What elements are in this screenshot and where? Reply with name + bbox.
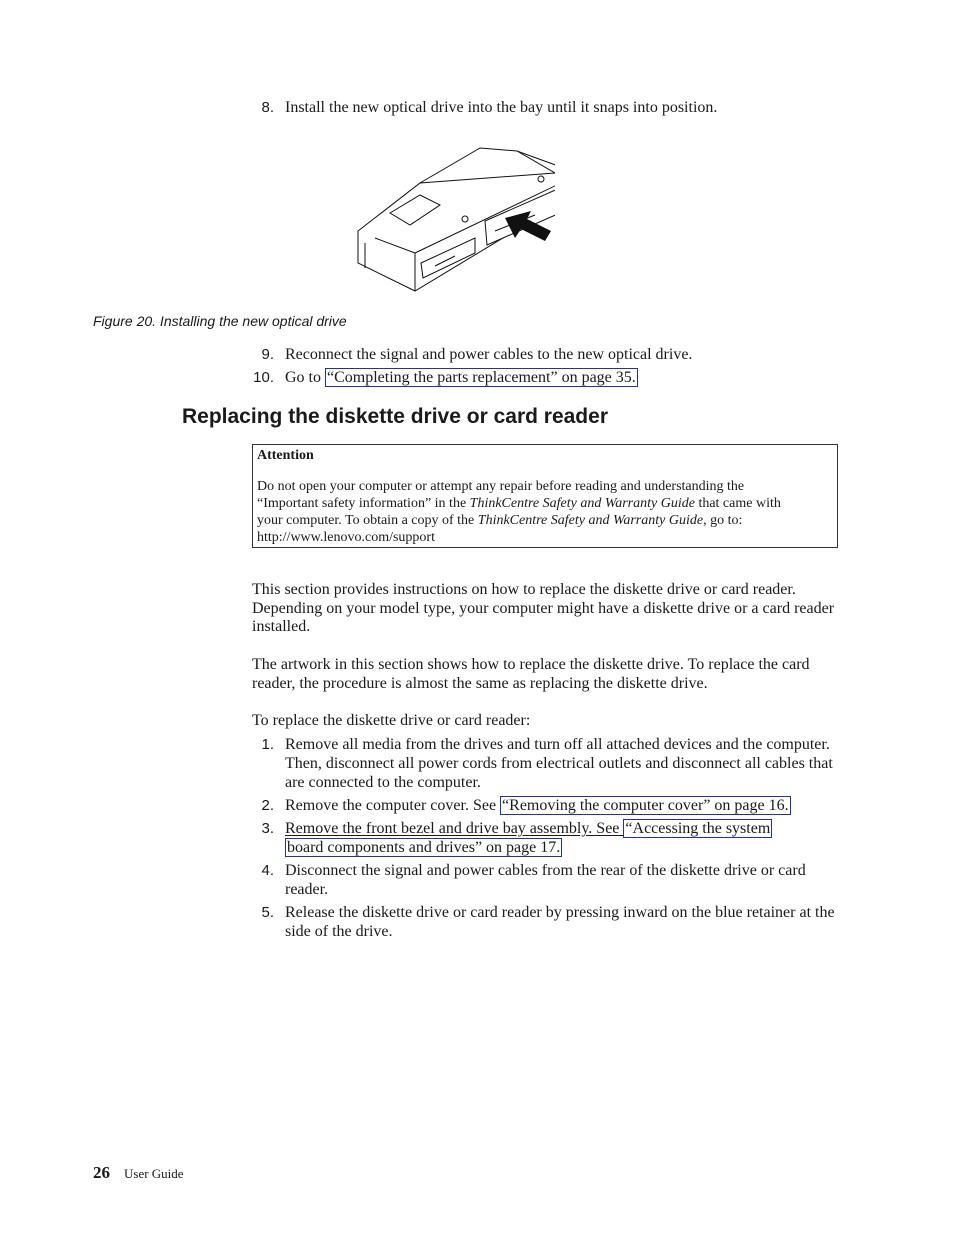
step-text: Disconnect the signal and power cables from the rear of the diskette drive or card reader. [285,862,806,898]
step-number: 10. [253,369,274,386]
step-number: 4. [261,862,274,879]
section-title: Replacing the diskette drive or card reader [182,405,608,428]
step-text [285,796,845,815]
removing-computer-cover-link[interactable]: “Removing the computer cover” on page 16. [502,797,789,814]
attention-text: your computer. To obtain a copy of the [257,513,478,528]
step-number: 2. [261,797,274,814]
step-text-prefix: Remove the front bezel and drive bay assembly. See [285,820,624,837]
step-text-prefix: Remove the computer cover. See [285,797,501,814]
footer-label: User Guide [124,1166,184,1181]
page-number: 26 [93,1163,110,1182]
attention-text: that came with [694,496,781,511]
accessing-system-board-link-continued[interactable]: board components and drives” on page 17. [287,839,561,856]
figure-caption: Figure 20. Installing the new optical drive [93,313,347,329]
step-number: 1. [261,736,274,753]
attention-line-3 [257,512,833,529]
attention-box [252,444,838,548]
attention-heading: Attention [257,448,314,463]
attention-guide-title: ThinkCentre Safety and Warranty Guide [477,513,704,528]
intro-paragraph: This section provides instructions on how to replace the diskette drive or card reader. Depending on your model type, your computer might have a diskette drive or a card reader installed. [252,581,835,635]
step-text [285,819,845,857]
step-text: Release the diskette drive or card reader by pressing inward on the blue retainer at the side of the drive. [285,904,835,940]
attention-text: , go to: [703,513,743,528]
step-number: 9. [261,346,274,363]
artwork-paragraph: The artwork in this section shows how to replace the diskette drive. To replace the card reader, the procedure is almost the same as replacing the diskette drive. [252,656,810,692]
step-text: Remove all media from the drives and turn off all attached devices and the computer. Then, disconnect all power cords from electrical outlets and disconnect all cables that are connected to the computer. [285,736,833,791]
optical-drive-illustration [355,143,555,301]
completing-parts-replacement-link[interactable]: “Completing the parts replacement” on page 35. [327,369,636,386]
attention-guide-title: ThinkCentre Safety and Warranty Guide [469,496,695,511]
accessing-system-board-link[interactable]: “Accessing the system [625,820,771,837]
step-text-prefix: Go to [285,369,325,386]
attention-line-1: Do not open your computer or attempt any repair before reading and understanding the [257,479,745,494]
step-text: Install the new optical drive into the bay until it snaps into position. [285,99,718,116]
procedure-intro: To replace the diskette drive or card reader: [252,712,531,729]
page-footer [93,1163,184,1183]
step-text: Reconnect the signal and power cables to the new optical drive. [285,346,693,363]
attention-url: http://www.lenovo.com/support [257,530,435,545]
step-number: 8. [261,99,274,116]
step-number: 3. [261,820,274,837]
attention-line-2 [257,495,833,512]
step-number: 5. [261,904,274,921]
attention-text: “Important safety information” in the [257,496,470,511]
step-text [285,368,845,387]
